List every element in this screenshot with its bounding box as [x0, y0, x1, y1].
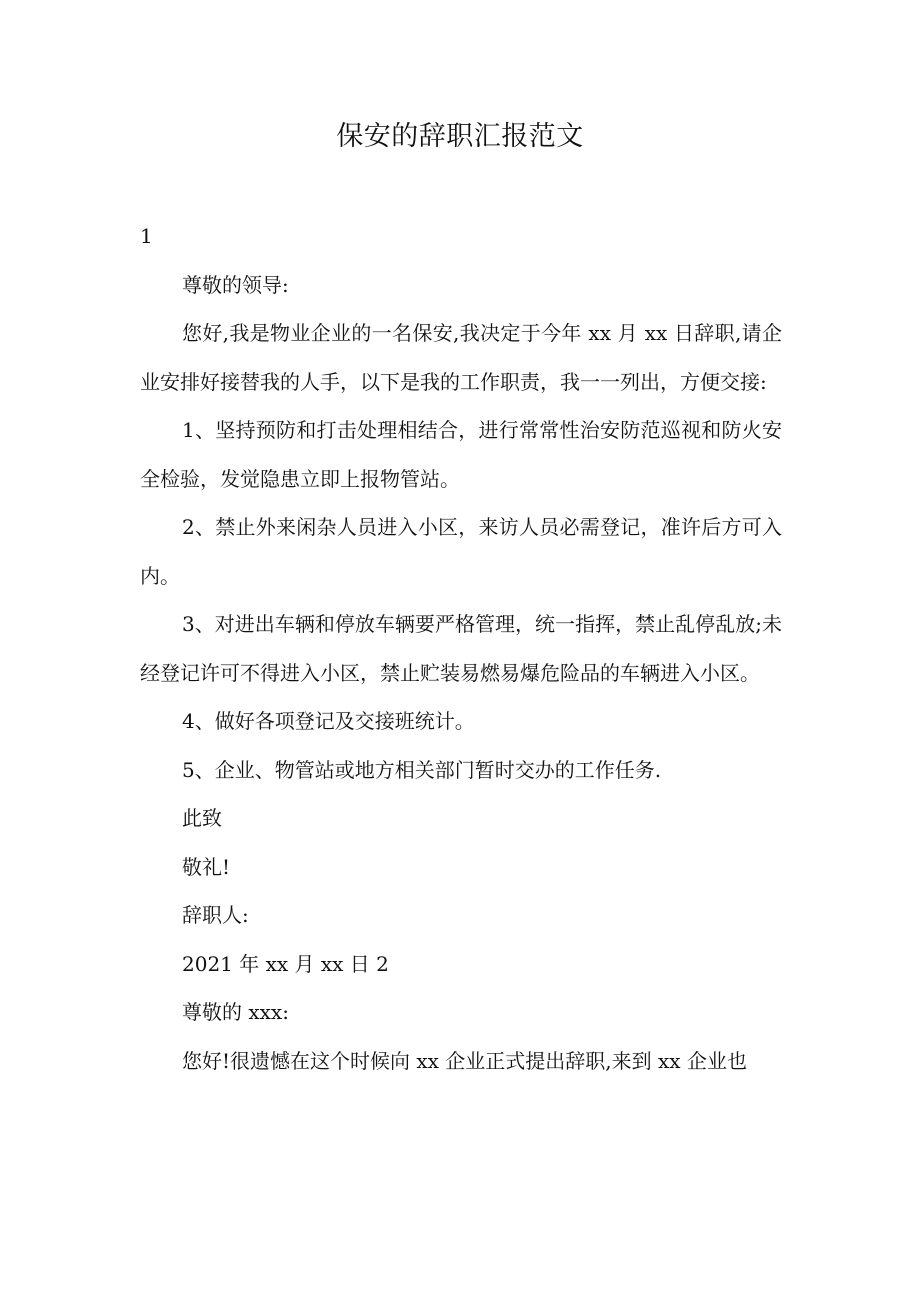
duty-item-2: 2、禁止外来闲杂人员进入小区，来访人员必需登记，准许后方可入内。	[140, 515, 782, 588]
second-salutation: 尊敬的 xxx:	[182, 1000, 289, 1024]
closing-line-1: 此致	[182, 806, 222, 830]
document-body	[140, 212, 782, 1085]
duty-item-5: 5、企业、物管站或地方相关部门暂时交办的工作任务.	[182, 757, 662, 782]
document-title: 保安的辞职汇报范文	[336, 121, 584, 152]
second-letter-opening: 您好!很遗憾在这个时候向 xx 企业正式提出辞职,来到 xx 企业也	[182, 1048, 747, 1073]
duty-item-4: 4、做好各项登记及交接班统计。	[182, 709, 475, 733]
date-line: 2021 年 xx 月 xx 日 2	[182, 951, 389, 976]
page-marker: 1	[140, 224, 153, 248]
duty-item-1: 1、坚持预防和打击处理相结合，进行常常性治安防范巡视和防火安全检验，发觉隐患立即上报物管站。	[140, 418, 782, 491]
closing-line-2: 敬礼!	[182, 854, 231, 879]
signature-label: 辞职人:	[182, 903, 249, 927]
paragraph-intro: 您好,我是物业企业的一名保安,我决定于今年 xx 月 xx 日辞职,请企业安排好接替我的人手，以下是我的工作职责，我一一列出，方便交接:	[140, 321, 782, 394]
salutation: 尊敬的领导:	[182, 272, 289, 297]
duty-item-3: 3、对进出车辆和停放车辆要严格管理，统一指挥，禁止乱停乱放;未经登记许可不得进入小区，禁止贮装易燃易爆危险品的车辆进入小区。	[140, 612, 782, 685]
